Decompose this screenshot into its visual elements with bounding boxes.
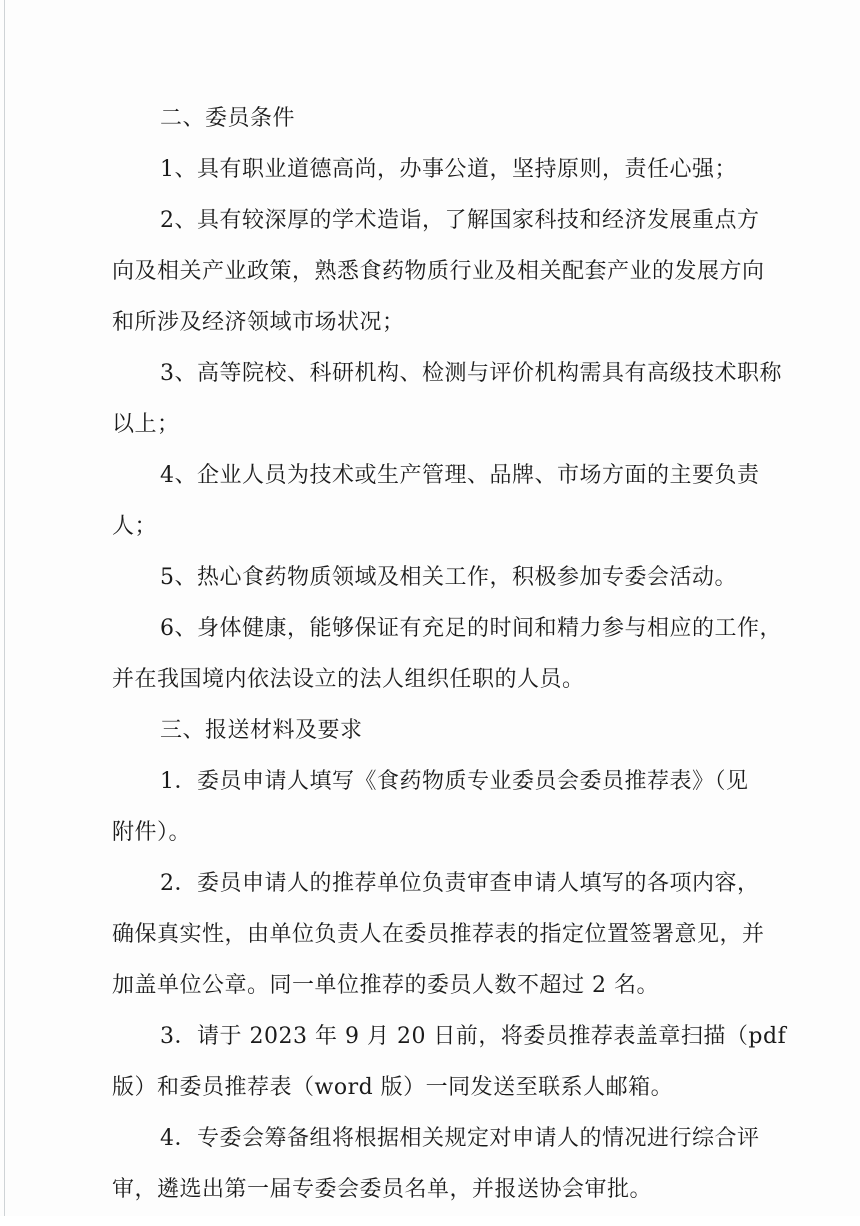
paragraph-line: 4、企业人员为技术或生产管理、品牌、市场方面的主要负责 [160,463,760,488]
material-item-1 [112,767,752,847]
condition-item-4 [112,461,760,541]
material-item-4 [112,1124,760,1204]
paragraph-line: 2．委员申请人的推荐单位负责审查申请人填写的各项内容， [160,871,760,896]
material-item-3 [112,1022,787,1102]
paragraph-line: 附件）。 [112,820,192,845]
paragraph-line: 以上； [112,412,180,437]
paragraph-line: 1．委员申请人填写《食药物质专业委员会委员推荐表》（见 [160,769,749,794]
condition-item-3 [112,359,782,439]
paragraph-line: 确保真实性，由单位负责人在委员推荐表的指定位置签署意见，并 [112,922,765,947]
paragraph-line: 1、具有职业道德高尚，办事公道，坚持原则，责任心强； [160,157,737,182]
scan-edge-line [4,0,5,1216]
condition-item-6 [112,614,782,694]
paragraph-line: 向及相关产业政策，熟悉食药物质行业及相关配套产业的发展方向 [112,259,765,284]
section-heading-materials: 三、报送材料及要求 [160,718,363,743]
condition-item-2 [112,206,765,337]
paragraph-line: 3、高等院校、科研机构、检测与评价机构需具有高级技术职称 [160,361,782,386]
paragraph-line: 2、具有较深厚的学术造诣，了解国家科技和经济发展重点方 [160,208,760,233]
condition-item-5 [112,563,752,592]
paragraph-line: 3．请于 2023 年 9 月 20 日前，将委员推荐表盖章扫描（pdf [160,1024,787,1049]
paragraph-line: 5、热心食药物质领域及相关工作，积极参加专委会活动。 [160,565,737,590]
paragraph-line: 并在我国境内依法设立的法人组织任职的人员。 [112,667,585,692]
document-body [112,104,787,1226]
paragraph-line: 加盖单位公章。同一单位推荐的委员人数不超过 2 名。 [112,973,659,998]
material-item-2 [112,869,765,1000]
paragraph-line: 6、身体健康，能够保证有充足的时间和精力参与相应的工作， [160,616,782,641]
paragraph-line: 4．专委会筹备组将根据相关规定对申请人的情况进行综合评 [160,1126,760,1151]
paragraph-line: 人； [112,514,158,539]
paragraph-line: 版）和委员推荐表（word 版）一同发送至联系人邮箱。 [112,1075,674,1100]
condition-item-1 [112,155,752,184]
section-heading-conditions: 二、委员条件 [160,106,296,131]
paragraph-line: 审，遴选出第一届专委会委员名单，并报送协会审批。 [112,1177,653,1202]
paragraph-line: 和所涉及经济领域市场状况； [112,310,405,335]
